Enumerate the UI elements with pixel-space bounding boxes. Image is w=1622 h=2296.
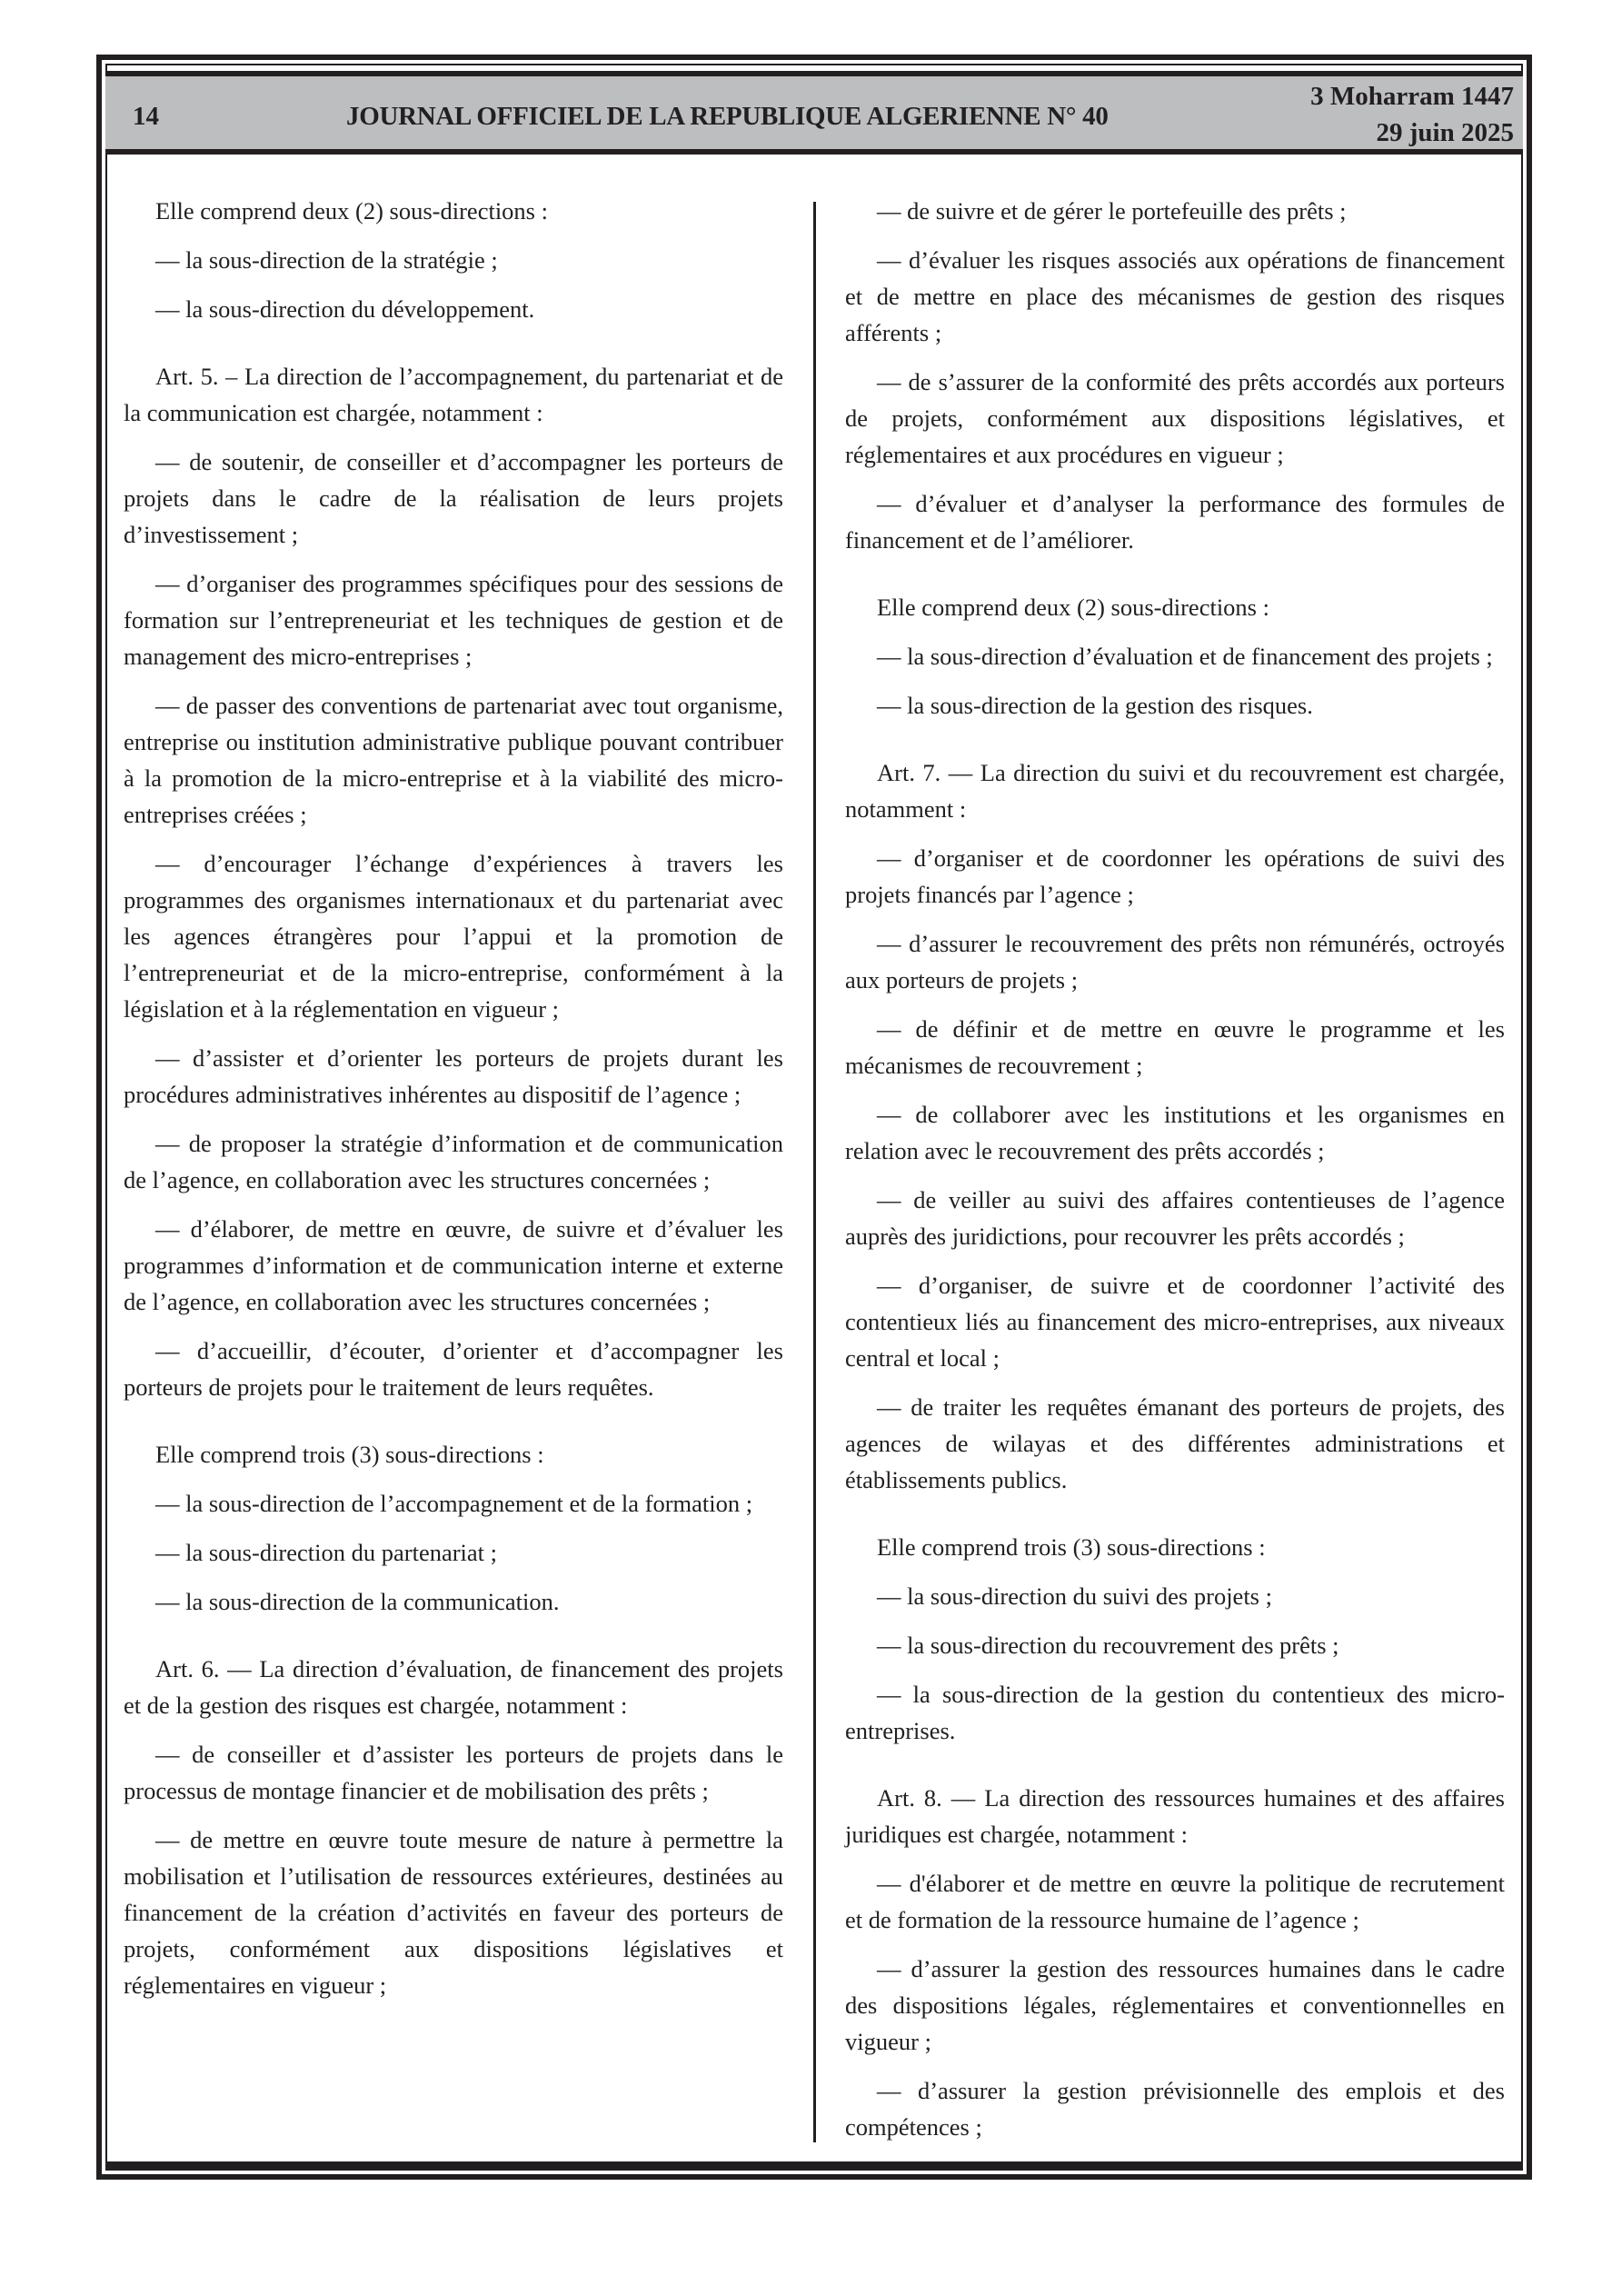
paragraph: — la sous-direction du suivi des projets ; [877, 1582, 1272, 1610]
date-hijri: 3 Moharram 1447 [1310, 82, 1514, 111]
paragraph: — d’assurer la gestion des ressources humaines dans le cadre des dispositions légales, réglementaires et conventionnelles en vigueur ; [845, 1955, 1505, 2055]
article-paragraph: Art. 7. — La direction du suivi et du recouvrement est chargée, notamment : [845, 759, 1505, 823]
paragraph: — d’élaborer, de mettre en œuvre, de suivre et d’évaluer les programmes d’information et de communication interne et externe de l’agence, en collaboration avec les structures concernées ; [124, 1215, 783, 1315]
paragraph: — de soutenir, de conseiller et d’accompagner les porteurs de projets dans le cadre de la réalisation de leurs projets d’investissement ; [124, 448, 783, 548]
paragraph: — de collaborer avec les institutions et les organismes en relation avec le recouvrement des prêts accordés ; [845, 1101, 1505, 1164]
right-column [845, 193, 1505, 2158]
paragraph: — d’évaluer les risques associés aux opérations de financement et de mettre en place des mécanismes de gestion des risques afférents ; [845, 246, 1505, 346]
paragraph: — d’évaluer et d’analyser la performance des formules de financement et de l’améliorer. [845, 490, 1505, 554]
paragraph: — la sous-direction de l’accompagnement et de la formation ; [155, 1490, 753, 1517]
paragraph: — la sous-direction de la gestion des risques. [877, 692, 1313, 719]
paragraph: — de proposer la stratégie d’information et de communication de l’agence, en collaboration avec les structures concernées ; [124, 1130, 783, 1193]
paragraph: — de s’assurer de la conformité des prêts accordés aux porteurs de projets, conformément aux dispositions législatives, et réglementaires et aux procédures en vigueur ; [845, 368, 1505, 468]
paragraph: — d'élaborer et de mettre en œuvre la politique de recrutement et de formation de la ressource humaine de l’agence ; [845, 1870, 1505, 1933]
paragraph: — la sous-direction de la communication. [155, 1588, 560, 1615]
article-paragraph: Art. 5. – La direction de l’accompagnement, du partenariat et de la communication est chargée, notamment : [124, 363, 783, 426]
article-paragraph: Elle comprend trois (3) sous-directions : [877, 1533, 1266, 1561]
paragraph: — de veiller au suivi des affaires contentieuses de l’agence auprès des juridictions, pour recouvrer les prêts accordés ; [845, 1186, 1505, 1250]
paragraph: — d’accueillir, d’écouter, d’orienter et d’accompagner les porteurs de projets pour le traitement de leurs requêtes. [124, 1337, 783, 1401]
paragraph: — d’organiser des programmes spécifiques pour des sessions de formation sur l’entrepreneuriat et les techniques de gestion et de management des micro-entreprises ; [124, 570, 783, 670]
left-column [124, 193, 783, 2016]
paragraph: — la sous-direction de la gestion du contentieux des micro-entreprises. [845, 1681, 1505, 1744]
paragraph: — de passer des conventions de partenariat avec tout organisme, entreprise ou institution administrative publique pouvant contribuer à la promotion de la micro-entreprise et à la viabilité des micro-entreprises créées ; [124, 692, 783, 828]
article-paragraph: Art. 6. — La direction d’évaluation, de financement des projets et de la gestion des risques est chargée, notamment : [124, 1655, 783, 1719]
issue-date [1310, 78, 1514, 151]
paragraph: — d’organiser et de coordonner les opérations de suivi des projets financés par l’agence ; [845, 844, 1505, 908]
paragraph: — de suivre et de gérer le portefeuille des prêts ; [877, 197, 1347, 225]
paragraph: — de définir et de mettre en œuvre le programme et les mécanismes de recouvrement ; [845, 1015, 1505, 1079]
paragraph: — de mettre en œuvre toute mesure de nature à permettre la mobilisation et l’utilisation de ressources extérieures, destinées au financement de la création d’activités en faveur des porteurs de projets, conformément aux dispositions législatives et réglementaires en vigueur ; [124, 1826, 783, 1999]
article-paragraph: Elle comprend trois (3) sous-directions : [155, 1441, 544, 1468]
article-paragraph: Elle comprend deux (2) sous-directions : [877, 594, 1269, 621]
paragraph: — la sous-direction de la stratégie ; [155, 246, 498, 274]
paragraph: — la sous-direction du recouvrement des prêts ; [877, 1632, 1339, 1659]
paragraph: — d’organiser, de suivre et de coordonner l’activité des contentieux liés au financement des micro-entreprises, aux niveaux central et local ; [845, 1272, 1505, 1372]
paragraph: — d’assurer le recouvrement des prêts non rémunérés, octroyés aux porteurs de projets ; [845, 930, 1505, 993]
paragraph: — la sous-direction d’évaluation et de financement des projets ; [877, 643, 1493, 670]
paragraph: — la sous-direction du développement. [155, 295, 535, 323]
page-number: 14 [133, 102, 159, 131]
article-paragraph: Art. 8. — La direction des ressources humaines et des affaires juridiques est chargée, notamment : [845, 1784, 1505, 1848]
paragraph: — la sous-direction du partenariat ; [155, 1539, 498, 1566]
journal-header [105, 71, 1523, 155]
paragraph: — de traiter les requêtes émanant des porteurs de projets, des agences de wilayas et des différentes administrations et établissements publics. [845, 1393, 1505, 1493]
paragraph: — d’assurer la gestion prévisionnelle des emplois et des compétences ; [845, 2077, 1505, 2141]
paragraph: — d’assister et d’orienter les porteurs de projets durant les procédures administratives inhérentes au dispositif de l’agence ; [124, 1044, 783, 1108]
date-gregorian: 29 juin 2025 [1376, 118, 1514, 147]
column-divider [813, 202, 816, 2142]
paragraph: Elle comprend deux (2) sous-directions : [155, 197, 548, 225]
journal-title: JOURNAL OFFICIEL DE LA REPUBLIQUE ALGERIENNE N° 40 [346, 102, 1109, 131]
bottom-rule [105, 2161, 1523, 2171]
paragraph: — d’encourager l’échange d’expériences à travers les programmes des organismes internationaux et du partenariat avec les agences étrangères pour l’appui et la promotion de l’entrepreneuriat et de la micro-entreprise, conformément à la législation et à la réglementation en vigueur ; [124, 850, 783, 1023]
paragraph: — de conseiller et d’assister les porteurs de projets dans le processus de montage financier et de mobilisation des prêts ; [124, 1741, 783, 1804]
